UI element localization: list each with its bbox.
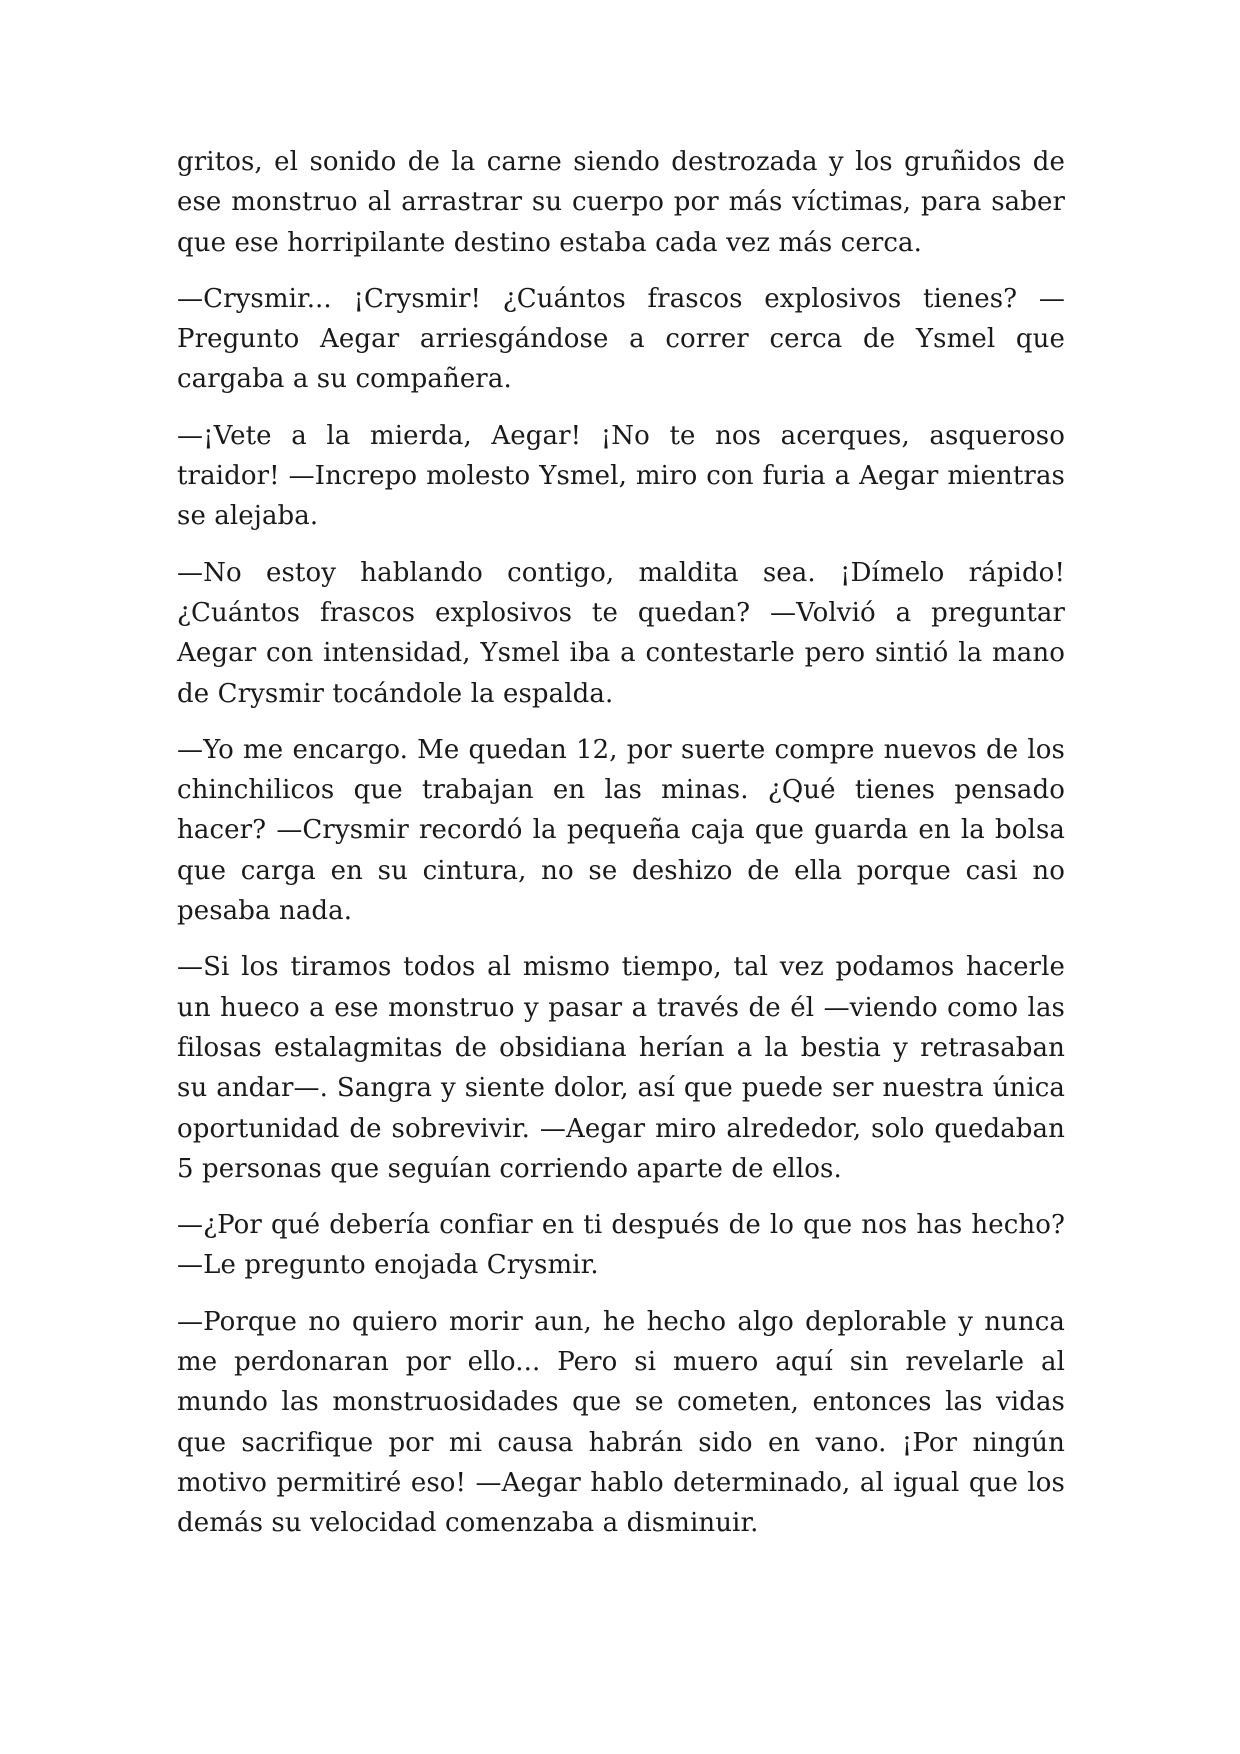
paragraph: —Crysmir... ¡Crysmir! ¿Cuántos frascos explosivos tienes? —Pregunto Aegar arriesgándose a correr cerca de Ysmel que cargaba a su compañera. [177,283,1065,395]
paragraph: —¡Vete a la mierda, Aegar! ¡No te nos acerques, asqueroso traidor! —Increpo molesto Ysmel, miro con furia a Aegar mientras se alejaba. [177,420,1065,532]
page-body [177,142,1065,1560]
paragraph: —No estoy hablando contigo, maldita sea. ¡Dímelo rápido! ¿Cuántos frascos explosivos te quedan? —Volvió a preguntar Aegar con intensidad, Ysmel iba a contestarle pero sintió la mano de Crysmir tocándole la espalda. [177,557,1065,709]
paragraph: —Porque no quiero morir aun, he hecho algo deplorable y nunca me perdonaran por ello... Pero si muero aquí sin revelarle al mundo las monstruosidades que se cometen, entonces las vidas que sacrifique por mi causa habrán sido en vano. ¡Por ningún motivo permitiré eso! —Aegar hablo determinado, al igual que los demás su velocidad comenzaba a disminuir. [177,1306,1065,1539]
paragraph: —Yo me encargo. Me quedan 12, por suerte compre nuevos de los chinchilicos que trabajan en las minas. ¿Qué tienes pensado hacer? —Crysmir recordó la pequeña caja que guarda en la bolsa que carga en su cintura, no se deshizo de ella porque casi no pesaba nada. [177,734,1065,927]
paragraph: —¿Por qué debería confiar en ti después de lo que nos has hecho? —Le pregunto enojada Crysmir. [177,1210,1065,1281]
paragraph: —Si los tiramos todos al mismo tiempo, tal vez podamos hacerle un hueco a ese monstruo y pasar a través de él —viendo como las filosas estalagmitas de obsidiana herían a la bestia y retrasaban su andar—. Sangra y siente dolor, así que puede ser nuestra única oportunidad de sobrevivir. —Aegar miro alrededor, solo quedaban 5 personas que seguían corriendo aparte de ellos. [177,952,1065,1184]
paragraph: gritos, el sonido de la carne siendo destrozada y los gruñidos de ese monstruo al arrastrar su cuerpo por más víctimas, para saber que ese horripilante destino estaba cada vez más cerca. [177,147,1065,258]
